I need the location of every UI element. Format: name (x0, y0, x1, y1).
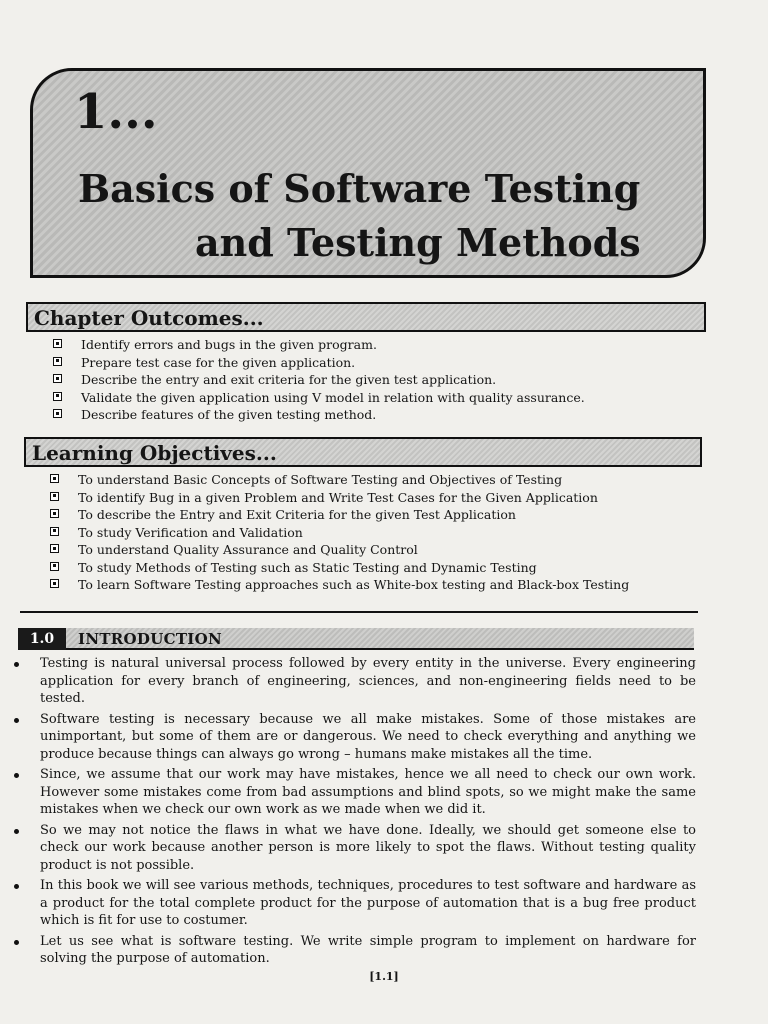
square-bullet-icon (50, 544, 59, 553)
square-bullet-icon (50, 474, 59, 483)
bullet-dot-icon (14, 940, 19, 945)
square-bullet-icon (53, 374, 62, 383)
bullet-dot-icon (14, 773, 19, 778)
list-item: Since, we assume that our work may have mistakes, hence we all need to check our own work. However some mistakes come from bad assumptions and blind spots, so we might make the same mistakes when we check our own work as we made when we did it. (12, 766, 696, 819)
list-item: To identify Bug in a given Problem and Write Test Cases for the Given Application (50, 489, 629, 507)
learning-objectives-heading: Learning Objectives... (32, 441, 277, 465)
learning-objectives-list (50, 471, 629, 594)
list-item: Describe the entry and exit criteria for the given test application. (53, 371, 585, 389)
square-bullet-icon (53, 357, 62, 366)
introduction-list (12, 655, 696, 971)
list-item: Testing is natural universal process followed by every entity in the universe. Every engineering application for every branch of engineering, sciences, and non-engineering fields need to be tested. (12, 655, 696, 708)
list-item: In this book we will see various methods, techniques, procedures to test software and hardware as a product for the total complete product for the purpose of automation that is a bug free product which is fit for use to costumer. (12, 877, 696, 930)
list-item: To understand Basic Concepts of Software Testing and Objectives of Testing (50, 471, 629, 489)
list-item: Let us see what is software testing. We write simple program to implement on hardware for solving the purpose of automation. (12, 933, 696, 968)
chapter-outcomes-list (53, 336, 585, 424)
square-bullet-icon (50, 562, 59, 571)
list-item: To understand Quality Assurance and Quality Control (50, 541, 629, 559)
section-heading: INTRODUCTION (78, 630, 223, 648)
square-bullet-icon (50, 579, 59, 588)
bullet-dot-icon (14, 718, 19, 723)
chapter-number: 1... (74, 84, 158, 140)
chapter-title-line-1: Basics of Software Testing (78, 166, 641, 211)
chapter-outcomes-heading: Chapter Outcomes... (34, 306, 264, 330)
list-item: So we may not notice the flaws in what we have done. Ideally, we should get someone else to check our work because another person is more likely to spot the flaws. Without testing quality product is not possible. (12, 822, 696, 875)
square-bullet-icon (50, 492, 59, 501)
list-item: Describe features of the given testing method. (53, 406, 585, 424)
list-item: Validate the given application using V model in relation with quality assurance. (53, 389, 585, 407)
bullet-dot-icon (14, 662, 19, 667)
list-item: To study Methods of Testing such as Static Testing and Dynamic Testing (50, 559, 629, 577)
chapter-outcomes-header (26, 302, 706, 332)
section-number: 1.0 (18, 628, 66, 650)
square-bullet-icon (50, 527, 59, 536)
square-bullet-icon (53, 409, 62, 418)
list-item: Prepare test case for the given application. (53, 354, 585, 372)
square-bullet-icon (50, 509, 59, 518)
square-bullet-icon (53, 339, 62, 348)
page-number: [1.1] (369, 970, 399, 983)
section-divider (20, 611, 698, 613)
list-item: Identify errors and bugs in the given program. (53, 336, 585, 354)
list-item: To learn Software Testing approaches such as White-box testing and Black-box Testing (50, 576, 629, 594)
chapter-title-line-2: and Testing Methods (195, 220, 641, 265)
bullet-dot-icon (14, 884, 19, 889)
list-item: To study Verification and Validation (50, 524, 629, 542)
bullet-dot-icon (14, 829, 19, 834)
square-bullet-icon (53, 392, 62, 401)
list-item: Software testing is necessary because we all make mistakes. Some of those mistakes are unimportant, but some of them are or dangerous. We need to check everything and anything we produce because things can always go wrong – humans make mistakes all the time. (12, 711, 696, 764)
learning-objectives-header (24, 437, 702, 467)
list-item: To describe the Entry and Exit Criteria for the given Test Application (50, 506, 629, 524)
